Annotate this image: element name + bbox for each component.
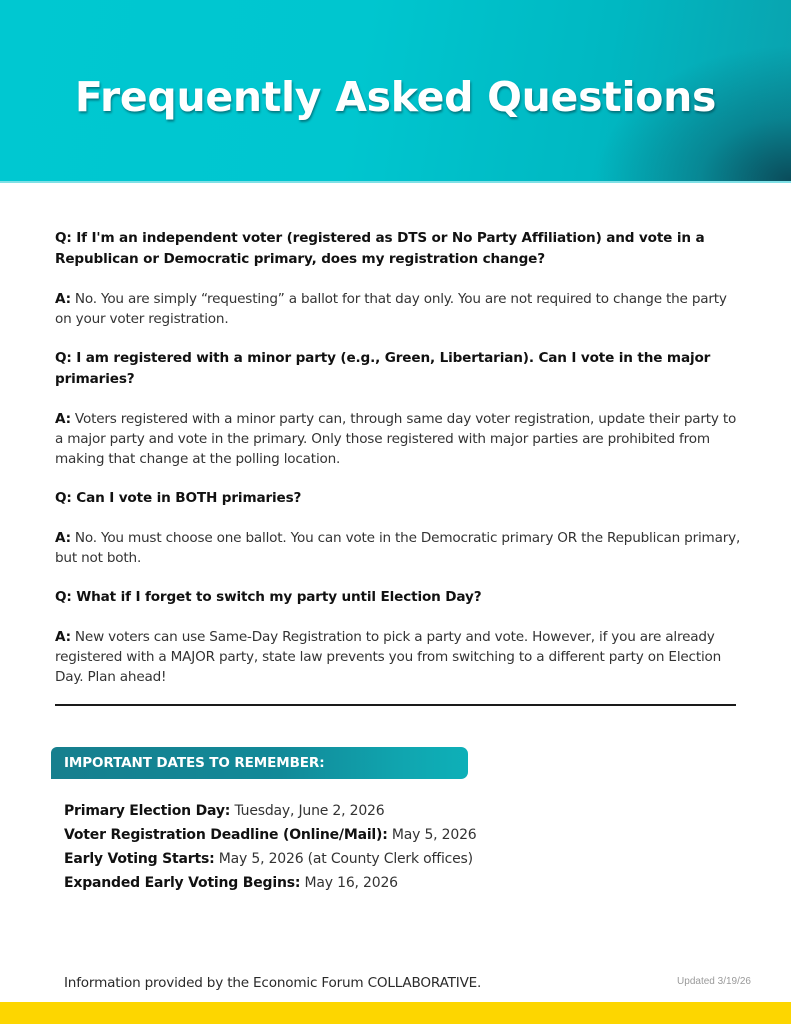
faq-answer xyxy=(55,289,745,329)
faq-section xyxy=(55,228,745,706)
faq-question: Q: What if I forget to switch my party until Election Day? xyxy=(55,589,482,605)
faq-question: Q: I am registered with a minor party (e.g., Green, Libertarian). Can I vote in the major primaries? xyxy=(55,350,711,387)
answer-text: No. You must choose one ballot. You can vote in the Democratic primary OR the Republican primary, but not both. xyxy=(55,530,741,566)
date-label: Expanded Early Voting Begins: xyxy=(64,875,301,891)
date-value: May 5, 2026 (at County Clerk offices) xyxy=(214,851,473,867)
page-title: Frequently Asked Questions xyxy=(74,73,717,121)
faq-answer xyxy=(55,627,745,687)
date-value: Tuesday, June 2, 2026 xyxy=(230,803,385,819)
header-banner xyxy=(0,0,791,183)
footer-accent-bar xyxy=(0,1002,791,1024)
faq-question: Q: Can I vote in BOTH primaries? xyxy=(55,490,302,506)
faq-item xyxy=(55,587,745,687)
faq-answer xyxy=(55,409,745,469)
answer-label: A: xyxy=(55,291,71,307)
date-value: May 5, 2026 xyxy=(387,827,477,843)
date-item xyxy=(64,847,664,871)
important-dates-list xyxy=(64,799,664,895)
section-divider xyxy=(55,704,736,706)
date-value: May 16, 2026 xyxy=(300,875,398,891)
answer-text: Voters registered with a minor party can, through same day voter registration, update their party to a major party and vote in the primary. Only those registered with major parties are prohibited from making that change at the polling location. xyxy=(55,411,737,467)
answer-label: A: xyxy=(55,629,71,645)
date-item xyxy=(64,823,664,847)
faq-item xyxy=(55,488,745,568)
important-dates-heading: IMPORTANT DATES TO REMEMBER: xyxy=(64,755,325,771)
faq-item xyxy=(55,348,745,469)
footer-credit: Information provided by the Economic Forum COLLABORATIVE. xyxy=(64,975,482,991)
answer-label: A: xyxy=(55,530,71,546)
date-label: Primary Election Day: xyxy=(64,803,231,819)
date-label: Voter Registration Deadline (Online/Mail): xyxy=(64,827,388,843)
date-item xyxy=(64,871,664,895)
faq-answer xyxy=(55,528,745,568)
date-item xyxy=(64,799,664,823)
answer-label: A: xyxy=(55,411,71,427)
important-dates-banner xyxy=(51,747,468,779)
faq-question: Q: If I'm an independent voter (registered as DTS or No Party Affiliation) and vote in a Republican or Democratic primary, does my registration change? xyxy=(55,230,705,267)
answer-text: New voters can use Same-Day Registration to pick a party and vote. However, if you are already registered with a MAJOR party, state law prevents you from switching to a different party on Election Day. Plan ahead! xyxy=(55,629,722,685)
updated-date: Updated 3/19/26 xyxy=(677,976,751,987)
answer-text: No. You are simply “requesting” a ballot for that day only. You are not required to change the party on your voter registration. xyxy=(55,291,727,327)
date-label: Early Voting Starts: xyxy=(64,851,215,867)
faq-item xyxy=(55,228,745,329)
